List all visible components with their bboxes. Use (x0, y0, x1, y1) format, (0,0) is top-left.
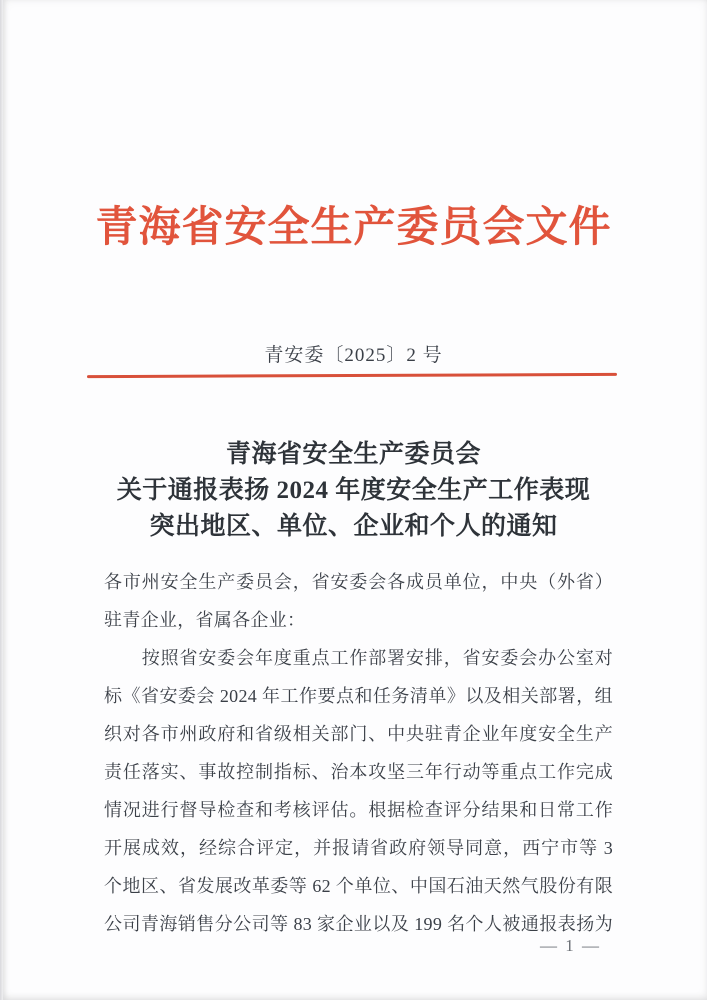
document-number: 青安委〔2025〕2 号 (264, 345, 443, 366)
body-line: 开展成效，经综合评定，并报请省政府领导同意，西宁市等 3 (104, 838, 613, 858)
page-number: — 1 — (540, 936, 601, 955)
body-line: 织对各市州政府和省级相关部门、中央驻青企业年度安全生产 (104, 724, 613, 744)
body-line: 公司青海销售分公司等 83 家企业以及 199 名个人被通报表扬为 (104, 914, 613, 934)
body-line: 按照省安委会年度重点工作部署安排，省安委会办公室对 (104, 648, 613, 668)
body-line: 驻青企业，省属各企业： (104, 610, 306, 630)
document-banner-title: 青海省安全生产委员会文件 (95, 205, 612, 251)
body-line: 各市州安全生产委员会，省安委会各成员单位，中央（外省） (104, 572, 613, 592)
document-title-line: 突出地区、单位、企业和个人的通知 (149, 513, 558, 540)
document-body (104, 563, 613, 943)
document-title-line: 关于通报表扬 2024 年度安全生产工作表现 (116, 477, 591, 504)
body-line: 标《省安委会 2024 年工作要点和任务清单》以及相关部署，组 (104, 686, 613, 706)
body-line: 责任落实、事故控制指标、治本攻坚三年行动等重点工作完成 (104, 762, 613, 782)
body-line: 情况进行督导检查和考核评估。根据检查评分结果和日常工作 (104, 800, 613, 820)
document-title-line: 青海省安全生产委员会 (225, 441, 481, 468)
document-title (0, 437, 707, 545)
body-line: 个地区、省发展改革委等 62 个单位、中国石油天然气股份有限 (104, 876, 613, 896)
